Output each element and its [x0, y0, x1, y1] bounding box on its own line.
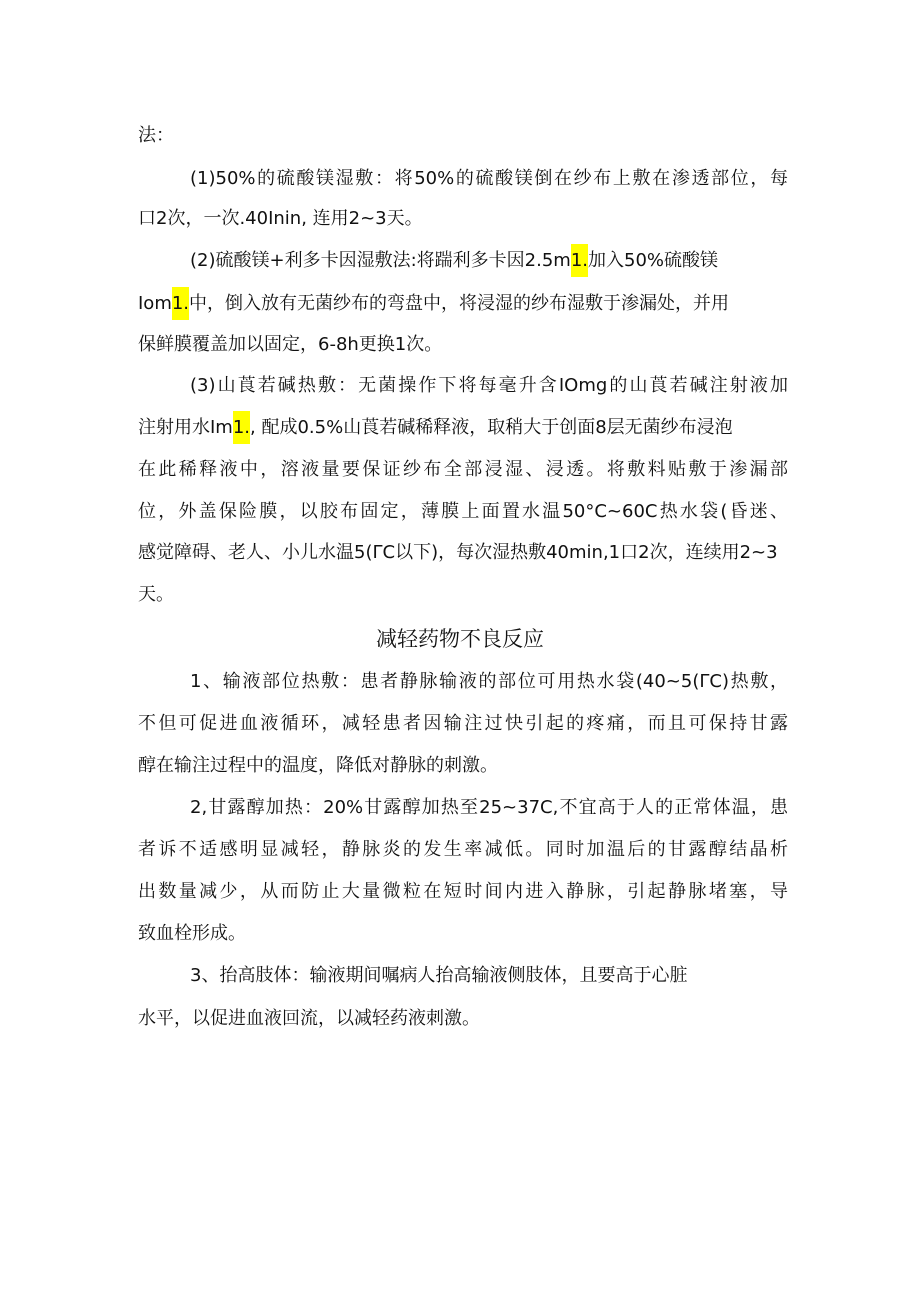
text-run: 中，倒入放有无菌纱布的弯盘中，将浸湿的纱布湿敷于渗漏处，并用: [189, 293, 730, 314]
text-line: 感觉障碍、老人、小儿水温5(ΓC以下)，每次湿热敷40min,1口2次，连续用2~3: [138, 542, 778, 563]
text-line: 水平，以促进血液回流，以减轻药液刺激。: [138, 1008, 480, 1029]
text-run: 加入50%硫酸镁: [588, 250, 719, 271]
text-line: (1)50%的硫酸镁湿敷：将50%的硫酸镁倒在纱布上敷在渗透部位，每: [190, 168, 788, 189]
text-line: [138, 416, 788, 440]
text-line: 法：: [138, 125, 174, 146]
text-line: 口2次，一次.40Inin, 连用2~3天。: [138, 208, 423, 229]
text-line: (3)山莨若碱热敷：无菌操作下将每毫升含IOmg的山莨若碱注射液加: [190, 375, 788, 396]
text-line: 2,甘露醇加热：20%甘露醇加热至25~37C,不宜高于人的正常体温，患: [190, 797, 788, 818]
text-line: 保鲜膜覆盖加以固定，6-8h更换1次。: [138, 334, 443, 355]
text-line: 致血栓形成。: [138, 923, 246, 944]
highlight-mark: 1.: [233, 411, 250, 444]
text-line: 3、抬高肢体：输液期间嘱病人抬高输液侧肢体，且要高于心脏: [190, 965, 688, 986]
text-line: 者诉不适感明显减轻，静脉炎的发生率减低。同时加温后的甘露醇结晶析: [138, 839, 788, 860]
text-line: 在此稀释液中，溶液量要保证纱布全部浸湿、浸透。将敷料贴敷于渗漏部: [138, 459, 788, 480]
text-run: Iom: [138, 293, 172, 314]
text-line: 醇在输注过程中的温度，降低对静脉的刺激。: [138, 755, 498, 776]
text-line: [138, 292, 788, 316]
highlight-mark: 1.: [172, 287, 189, 320]
section-heading: 减轻药物不良反应: [376, 627, 544, 651]
text-line: 1、输液部位热敷：患者静脉输液的部位可用热水袋(40~5(ΓC)热敷，: [190, 671, 788, 692]
text-run: , 配成0.5%山莨若碱稀释液，取稍大于创面8层无菌纱布浸泡: [250, 417, 733, 438]
text-line: 位，外盖保险膜，以胶布固定，薄膜上面置水温50°C~60C热水袋(昏迷、: [138, 501, 788, 522]
text-line: 天。: [138, 584, 174, 605]
text-line: 出数量减少，从而防止大量微粒在短时间内进入静脉，引起静脉堵塞，导: [138, 881, 788, 902]
highlight-mark: 1.: [571, 244, 588, 277]
text-run: (2)硫酸镁+利多卡因湿敷法:将踹利多卡因2.5m: [190, 250, 571, 271]
text-line: [190, 249, 788, 273]
text-line: 不但可促进血液循环，减轻患者因输注过快引起的疼痛，而且可保持甘露: [138, 713, 788, 734]
text-run: 注射用水Im: [138, 417, 233, 438]
